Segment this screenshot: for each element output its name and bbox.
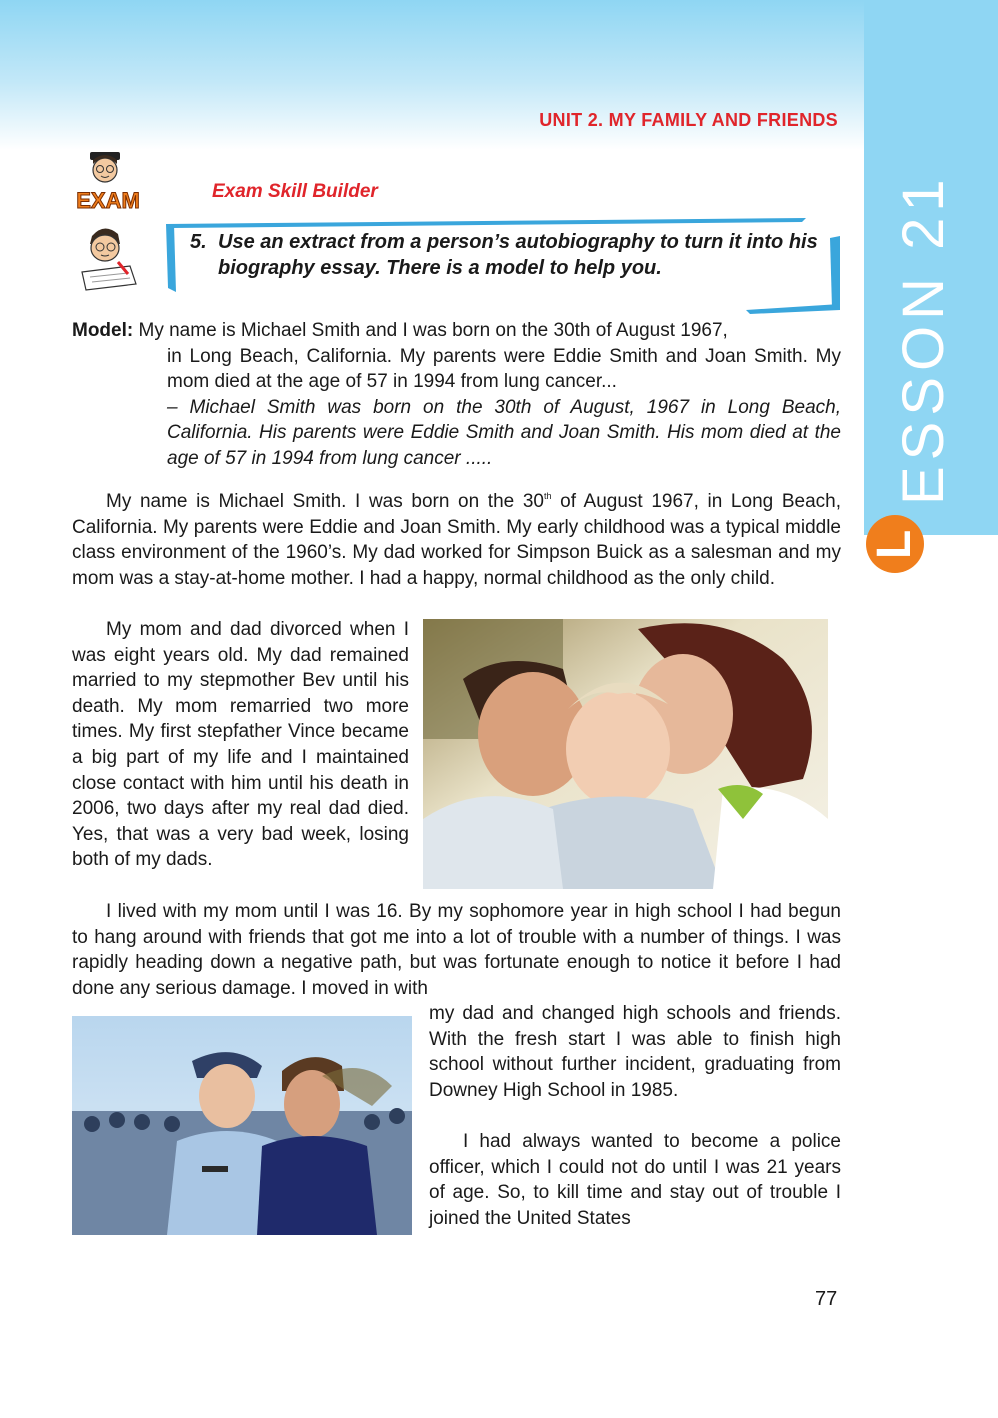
paragraph-4: my dad and changed high schools and friends. With the fresh start I was able to finish high school without further incident, graduating from Downey High School in 1985. (429, 1003, 841, 1101)
model-first-line: My name is Michael Smith and I was born on the 30th of August 1967, (138, 320, 728, 341)
page-number: 77 (815, 1288, 838, 1310)
model-label: Model: (72, 320, 134, 341)
exam-cartoon-icon (70, 150, 146, 220)
model-block (72, 318, 841, 471)
lesson-label: ESSON 21 (891, 173, 956, 505)
lesson-letter: L (868, 529, 922, 559)
paragraph-1: My name is Michael Smith. I was born on the 30th of August 1967, in Long Beach, California. My parents were Eddie and Joan Smith. My early childhood was a typical middle class environment of the 1960’s. My dad worked for Simpson Buick as a salesman and my mom was a stay-at-home mother. I had a happy, normal childhood as the only child. (72, 491, 841, 589)
task-instruction (190, 229, 842, 281)
task-number: 5. (190, 231, 207, 253)
task-text: Use an extract from a person’s autobiography to turn it into his biography essay. There is a model to help you. (218, 231, 818, 279)
lesson-letter-badge (866, 515, 924, 573)
student-writing-icon (70, 222, 146, 292)
paragraph-5: I had always wanted to become a police officer, which I could not do until I was 21 years of age. So, to kill time and stay out of trouble I joined the United States (429, 1131, 841, 1229)
paragraph-3: I lived with my mom until I was 16. By my sophomore year in high school I had begun to hang around with friends that got me into a lot of trouble with a number of things. I was rapidly heading down a negative path, but was fortunate enough to notice it before I had done any serious damage. I moved in with (72, 901, 841, 999)
unit-title: UNIT 2. MY FAMILY AND FRIENDS (539, 110, 838, 130)
paragraph-2: My mom and dad divorced when I was eight years old. My dad remained married to my stepmother Bev until his death. My mom remarried two more times. My first stepfather Vince became a big part of my life and I maintained close contact with him until his death in 2006, two days after my real dad died. Yes, that was a very bad week, losing both of my dads. (72, 619, 409, 871)
air-force-photo (72, 1016, 412, 1235)
model-biography-example: – Michael Smith was born on the 30th of August, 1967 in Long Beach, California. His parents were Eddie Smith and Joan Smith. His mom died at the age of 57 in 1994 from lung cancer ..... (167, 396, 841, 469)
model-autobiography-extract: in Long Beach, California. My parents were Eddie Smith and Joan Smith. My mom died at the age of 57 in 1994 from lung cancer... (167, 345, 841, 392)
section-label: Exam Skill Builder (212, 181, 378, 202)
exam-badge-text: EXAM (76, 188, 140, 213)
family-kiss-photo (423, 619, 828, 889)
